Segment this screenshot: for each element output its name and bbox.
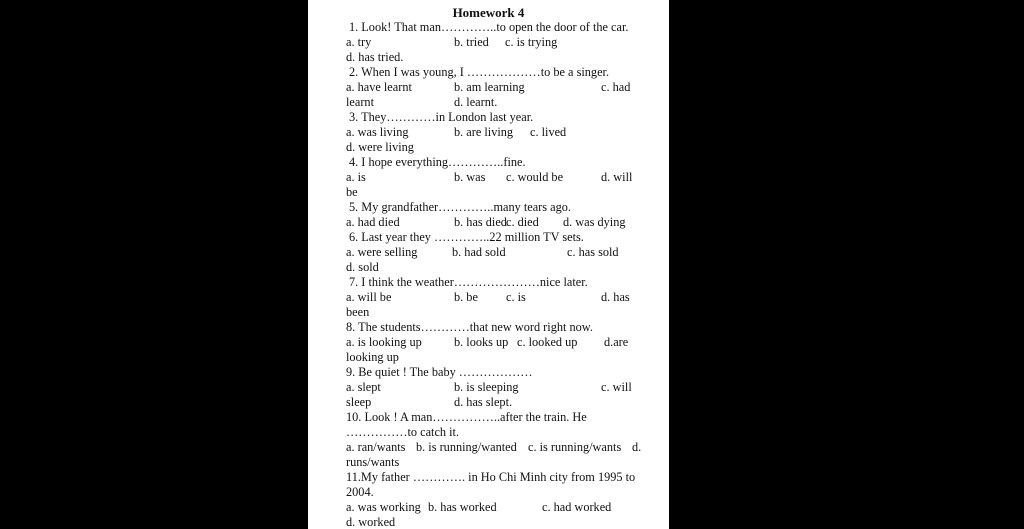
q9-option-d: d. has slept. [454,395,513,409]
q5-option-d: d. was dying [563,215,626,229]
q9-option-a: a. slept [346,380,381,394]
question-3: 3. They…………in London last year. [349,110,534,124]
q11-option-b: b. has worked [428,500,497,514]
q5-option-b: b. has died [454,215,507,229]
q7-option-a: a. will be [346,290,392,304]
q9-option-c: c. will [601,380,632,394]
q1-option-d: d. has tried. [346,50,404,64]
q7-option-d: d. has [601,290,630,304]
q1-option-c: c. is trying [505,35,558,49]
q1-option-b: b. tried [454,35,489,49]
q4-option-b: b. was [454,170,486,184]
q4-option-d-cont: be [346,185,358,199]
q1-option-a: a. try [346,35,372,49]
question-10-cont: ……………to catch it. [346,425,460,439]
question-5: 5. My grandfather…………..many tears ago. [349,200,571,214]
question-4: 4. I hope everything…………..fine. [349,155,526,169]
q10-option-b: b. is running/wanted [416,440,517,454]
question-7: 7. I think the weather…………………nice later. [349,275,588,289]
q4-option-c: c. would be [506,170,564,184]
q3-option-d: d. were living [346,140,414,154]
q9-option-c-cont: sleep [346,395,372,409]
question-9: 9. Be quiet ! The baby ……………… [346,365,533,379]
question-10: 10. Look ! A man……………..after the train. He [346,410,587,424]
q3-option-b: b. are living [454,125,514,139]
q8-option-c: c. looked up [517,335,578,349]
question-11: 11.My father …………. in Ho Chi Minh city from 1995 to [346,470,636,484]
page-title: Homework 4 [452,5,525,20]
q8-option-a: a. is looking up [346,335,422,349]
q6-option-a: a. were selling [346,245,418,259]
q3-option-c: c. lived [530,125,567,139]
q2-option-d: d. learnt. [454,95,498,109]
q6-option-d: d. sold [346,260,379,274]
q10-option-a: a. ran/wants [346,440,406,454]
question-11-cont: 2004. [346,485,374,499]
question-8: 8. The students…………that new word right now. [346,320,593,334]
homework-page [308,0,669,529]
q2-option-a: a. have learnt [346,80,412,94]
q3-option-a: a. was living [346,125,409,139]
q7-option-c: c. is [506,290,526,304]
q5-option-c: c. died [506,215,539,229]
q10-option-d: d. [632,440,642,454]
q2-option-b: b. am learning [454,80,525,94]
question-2: 2. When I was young, I ………………to be a singer. [349,65,610,79]
q11-option-c: c. had worked [542,500,612,514]
q9-option-b: b. is sleeping [454,380,519,394]
q10-option-d-cont: runs/wants [346,455,400,469]
q6-option-c: c. has sold [567,245,619,259]
q4-option-a: a. is [346,170,366,184]
q7-option-d-cont: been [346,305,370,319]
q2-option-c-cont: learnt [346,95,374,109]
q8-option-a-cont: looking up [346,350,399,364]
q7-option-b: b. be [454,290,478,304]
q6-option-b: b. had sold [452,245,506,259]
q2-option-c: c. had [601,80,631,94]
question-6: 6. Last year they …………..22 million TV sets. [349,230,584,244]
q11-option-a: a. was working [346,500,421,514]
q4-option-d: d. will [601,170,633,184]
q5-option-a: a. had died [346,215,400,229]
q11-option-d: d. worked [346,515,396,529]
q8-option-b: b. looks up [454,335,509,349]
q10-option-c: c. is running/wants [528,440,622,454]
q8-option-d: d.are [604,335,629,349]
question-1: 1. Look! That man…………..to open the door of the car. [349,20,629,34]
